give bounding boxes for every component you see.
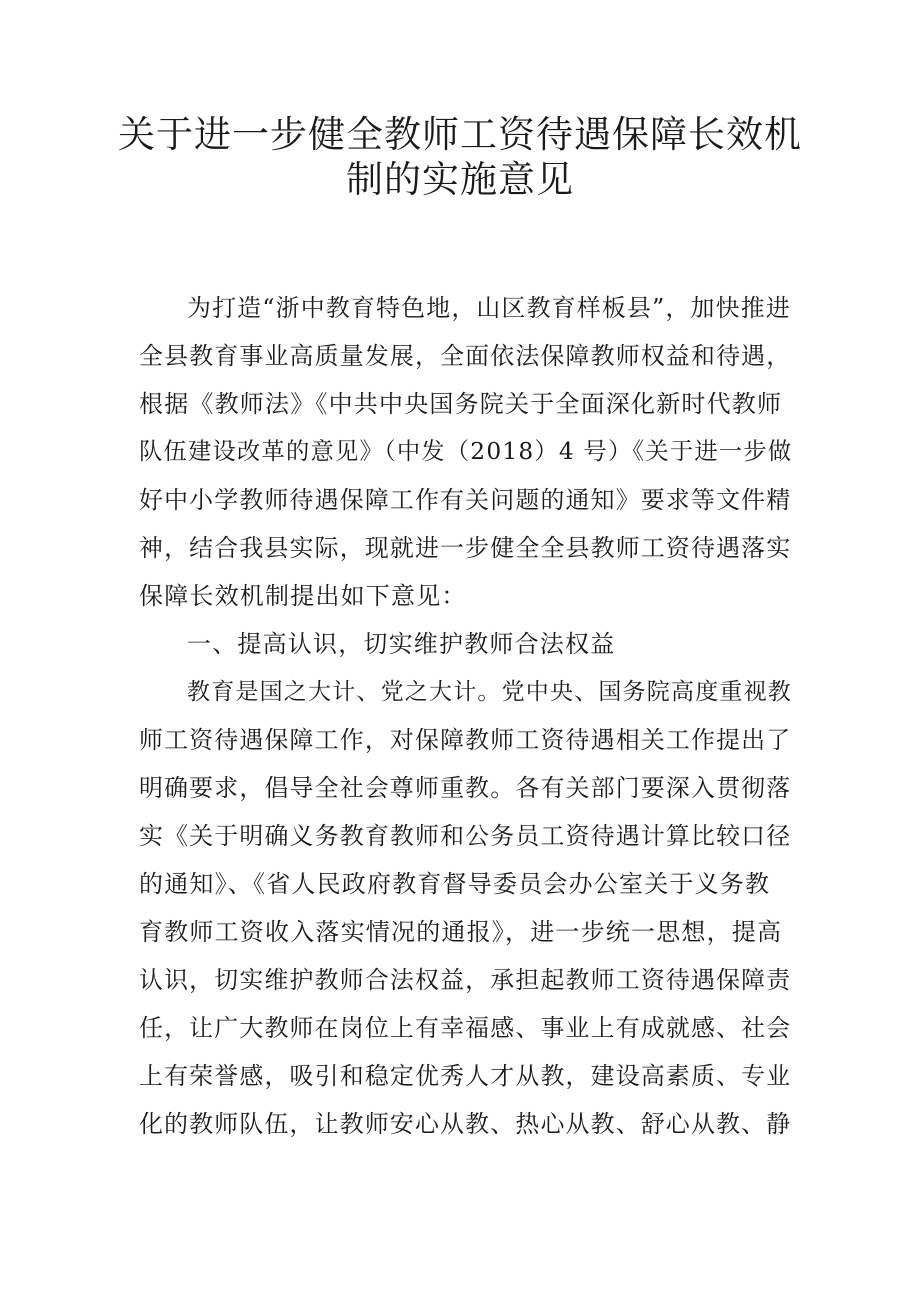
body-line-4: 队伍建设改革的意见》（中发（2018）4 号）《关于进一步做	[139, 438, 793, 465]
body-line-18: 化的教师队伍，让教师安心从教、热心从教、舒心从教、静	[139, 1110, 792, 1138]
body-line-9: 教育是国之大计、党之大计。党中央、国务院高度重视教	[187, 679, 792, 705]
body-line-14: 育教师工资收入落实情况的通报》，进一步统一思想，提高	[139, 918, 783, 946]
body-line-16: 任，让广大教师在岗位上有幸福感、事业上有成就感、社会	[139, 1014, 792, 1042]
body-line-10: 师工资待遇保障工作，对保障教师工资待遇相关工作提出了	[139, 726, 792, 754]
body-line-3: 根据《教师法》《中共中央国务院关于全面深化新时代教师	[139, 390, 783, 418]
section-heading-1: 一、提高认识，切实维护教师合法权益	[187, 630, 616, 658]
body-line-17: 上有荣誉感，吸引和稳定优秀人才从教，建设高素质、专业	[139, 1062, 792, 1090]
body-line-11: 明确要求，倡导全社会尊师重教。各有关部门要深入贯彻落	[139, 774, 792, 802]
body-line-13: 的通知》、《省人民政府教育督导委员会办公室关于义务教	[139, 870, 771, 898]
body-line-7: 保障长效机制提出如下意见：	[139, 582, 467, 610]
body-line-1: 为打造“浙中教育特色地，山区教育样板县”，加快推进	[187, 294, 791, 322]
body-line-15: 认识，切实维护教师合法权益，承担起教师工资待遇保障责	[139, 966, 792, 994]
body-line-12: 实《关于明确义务教育教师和公务员工资待遇计算比较口径	[139, 822, 792, 850]
document-title-line-2: 制的实施意见	[346, 158, 574, 201]
document-title-line-1: 关于进一步健全教师工资待遇保障长效机	[118, 113, 802, 156]
body-line-6: 神，结合我县实际，现就进一步健全全县教师工资待遇落实	[139, 534, 792, 562]
body-line-2: 全县教育事业高质量发展，全面依法保障教师权益和待遇，	[139, 342, 792, 370]
body-line-5: 好中小学教师待遇保障工作有关问题的通知》要求等文件精	[139, 486, 792, 514]
